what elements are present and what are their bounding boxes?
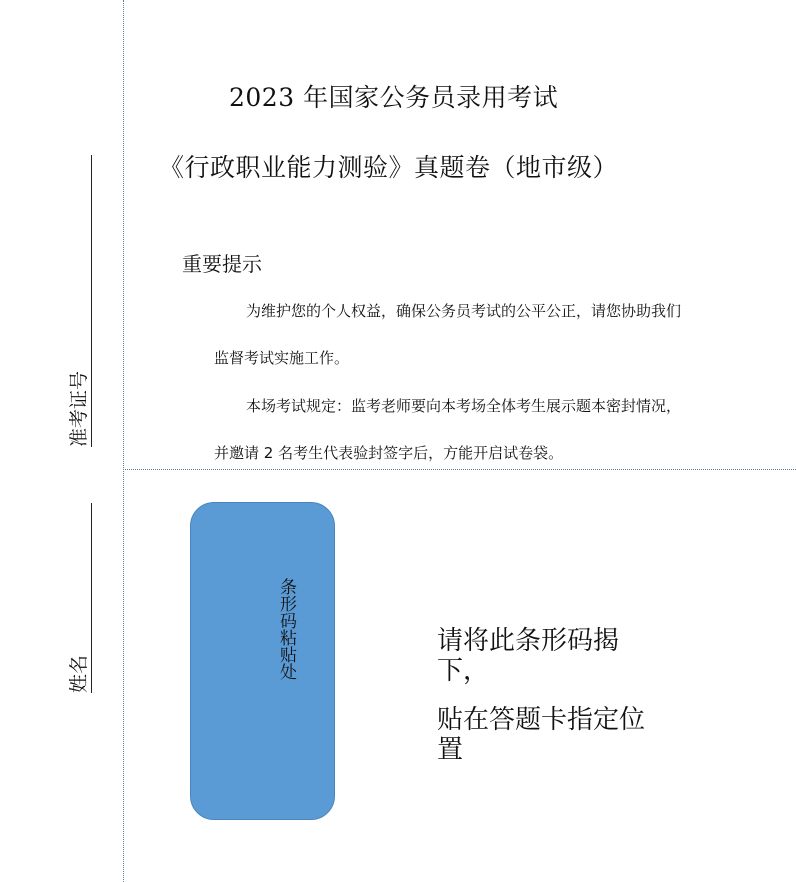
name-field[interactable] (64, 503, 92, 693)
barcode-instruction-1: 请将此条形码揭下， (437, 626, 620, 686)
notice-para2-line1: 本场考试规定：监考老师要向本考场全体考生展示题本密封情况， (246, 397, 682, 415)
exam-id-label: 准考证号 (68, 370, 90, 447)
notice-para1-line2: 监督考试实施工作。 (214, 349, 350, 367)
barcode-area (190, 502, 335, 820)
exam-id-field[interactable] (64, 155, 92, 447)
exam-subtitle: 《行政职业能力测验》真题卷（地市级） (159, 153, 619, 182)
binding-line-horizontal (123, 469, 796, 470)
barcode-instruction-2: 贴在答题卡指定位置 (437, 705, 646, 765)
notice-para2-line2: 并邀请 2 名考生代表验封签字后，方能开启试卷袋。 (214, 444, 564, 462)
barcode-label: 条形码粘贴处 (276, 578, 296, 680)
exam-title: 2023 年国家公务员录用考试 (229, 83, 559, 112)
name-label: 姓名 (68, 654, 90, 693)
notice-para1-line1: 为维护您的个人权益，确保公务员考试的公平公正，请您协助我们 (246, 302, 682, 320)
notice-heading: 重要提示 (182, 252, 262, 276)
binding-line-vertical (123, 0, 124, 882)
